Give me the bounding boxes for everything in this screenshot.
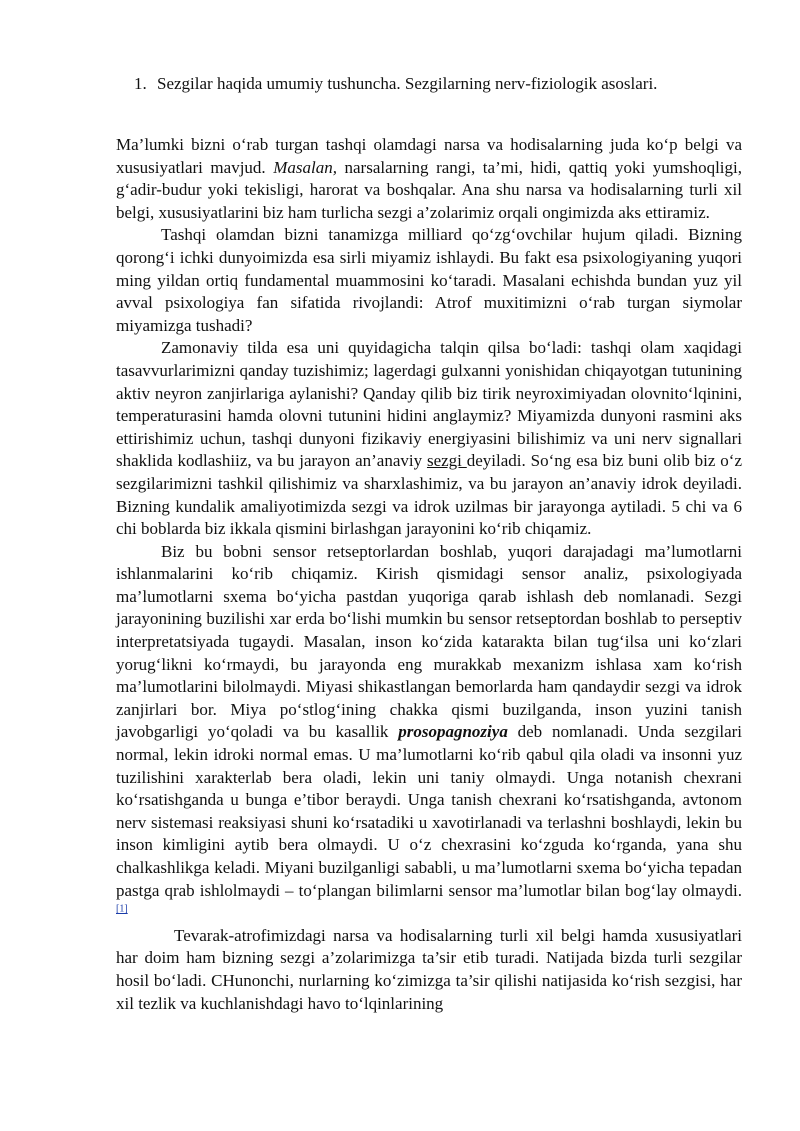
paragraph-3-text-a: Zamonaviy tilda esa uni quyidagicha talqin qilsa bo‘ladi: tashqi olam xaqidagi tasavvurlarimizni qanday tuzishimiz; lagerdagi gulxanni yonishidan chiqayotgan tutunining aktiv neyron zanjirlariga aylanishi? Qanday qilib biz tirik neyroximiyadan olovnito‘lqinini, temperaturasini hamda olovni tutunini hidini anglaymiz? Miyamizda dunyoni rasmini aks ettirishimiz uchun, tashqi dunyoni fizikaviy energiyasini bilishimiz va uni nerv signallari shaklida kodlashiiz, va bu jarayon an’anaviy — [116, 338, 742, 471]
heading-number: 1. — [134, 74, 147, 93]
paragraph-4-text-c: deb nomlanadi. Unda sezgilari normal, lekin idroki normal emas. U ma’lumotlarni ko‘rib qabul qila oladi va insonni yuz tuzilishini xarakterlab bera oladi, lekin uni taniy olmaydi. Unga notanish chexrani ko‘rsatishganda u bunga e’tibor beraydi. Unga tanish chexrani ko‘rsatishganda, avtonom nerv sistemasi reaksiyasi shuni ko‘rsatadiki u xavotirlanadi va terlashni boshlaydi, lekin bu inson kimligini aytib bera olmaydi. U o‘z chexrasini ko‘zguda ko‘rganda, yana shu chalkashlikga keladi. Miyani buzilganligi sababli, u ma’lumotlarni sxema bo‘yicha tepadan pastga qrab ishlolmaydi – to‘plangan bilimlarni sensor ma’lumotlar bilan bog‘lay olmaydi. — [116, 722, 743, 900]
paragraph-1-text-a: Ma’lumki bizni o‘rab turgan tashqi olamdagi narsa va hodisalarning juda ko‘p belgi va xususiyatlari mavjud. — [116, 135, 742, 177]
paragraph-4 — [116, 541, 742, 925]
paragraph-1-text-c: narsalarning rangi, ta’mi, hidi, qattiq yoki yumshoqligi, g‘adir-budur yoki tekisligi, harorat va boshqalar. Ana shu narsa va hodisalarning turli xil belgi, xususiyatlarini biz ham turlicha sezgi a’zolarimiz orqali ongimizda aks ettiramiz. — [116, 157, 743, 222]
paragraph-5: Tevarak-atrofimizdagi narsa va hodisalarning turli xil belgi hamda xususiyatlari har doim ham bizning sezgi a’zolarimizga ta’sir etib turadi. Natijada bizda turli sezgilar hosil bo‘ladi. CHunonchi, nurlarning ko‘zimizga ta’sir qilishi natijasida ko‘rish sezgisi, har xil tezlik va kuchlanishdagi havo to‘lqinlarining — [116, 925, 742, 1013]
paragraph-1-italic: Masalan, — [273, 157, 337, 177]
paragraph-3 — [116, 337, 742, 540]
heading-text: Sezgilar haqida umumiy tushuncha. Sezgilarning nerv-fiziologik asoslari. — [157, 74, 658, 93]
footnote-ref — [116, 904, 128, 915]
section-heading — [134, 73, 742, 95]
paragraph-4-bold-term: prosopagnoziya — [398, 722, 508, 742]
paragraph-3-text-c: deyiladi. So‘ng esa biz buni olib biz o‘z sezgilarimizni tashkil qilishimiz va sharxlashimiz, va bu jarayon an’anaviy idrok deyiladi. Bizning kundalik amaliyotimizda sezgi va idrok uzilmas bir jarayonga aytiladi. 5 chi va 6 chi boblarda biz ikkala qismini birlashgan jarayonini ko‘rib chiqamiz. — [116, 451, 743, 539]
paragraph-4-text-a: Biz bu bobni sensor retseptorlardan boshlab, yuqori darajadagi ma’lumotlarni ishlanmalarini ko‘rib chiqamiz. Kirish qismidagi sensor analiz, psixologiyada ma’lumotlarni sxema bo‘yicha pastdan yuqoriga qarab ishlash deb nomlanadi. Sezgi jarayonining buzilishi xar erda bo‘lishi mumkin bu sensor retseptordan boshlab to perseptiv interpretatsiyada tugaydi. Masalan, inson ko‘zida kataraktа bilan tug‘ilsa uni ko‘zlari yorug‘likni ko‘rmaydi, bu jarayonda eng murakkab mexanizm ishlasa xam ko‘rish ma’lumotlarini bilolmaydi. Miyasi shikastlangan bemorlarda ham qandaydir sezgi va idrok zanjirlari bor. Miya po‘stlog‘ining chakka qismi buzilganda, inson yuzini tanish javobgarligi yo‘qoladi va bu kasallik — [116, 541, 742, 742]
paragraph-3-underlined-term: sezgi — [426, 451, 467, 471]
paragraph-2: Tashqi olamdan bizni tanamizga milliard qo‘zg‘ovchilar hujum qiladi. Bizning qorong‘i ichki dunyoimizda esa sirli miyamiz ishlaydi. Bu fakt esa psixologiyaning yuqori ming yildan ortiq fundamental muammosini ko‘taradi. Masalani echishda bundan yuz yil avval psixologiya fan sifatida rivojlandi: Atrof muxitimizni o‘rab turgan siymolar miyamizga tushadi? — [116, 225, 742, 335]
paragraph-1 — [116, 134, 742, 224]
footnote-link[interactable]: [1] — [116, 903, 128, 915]
